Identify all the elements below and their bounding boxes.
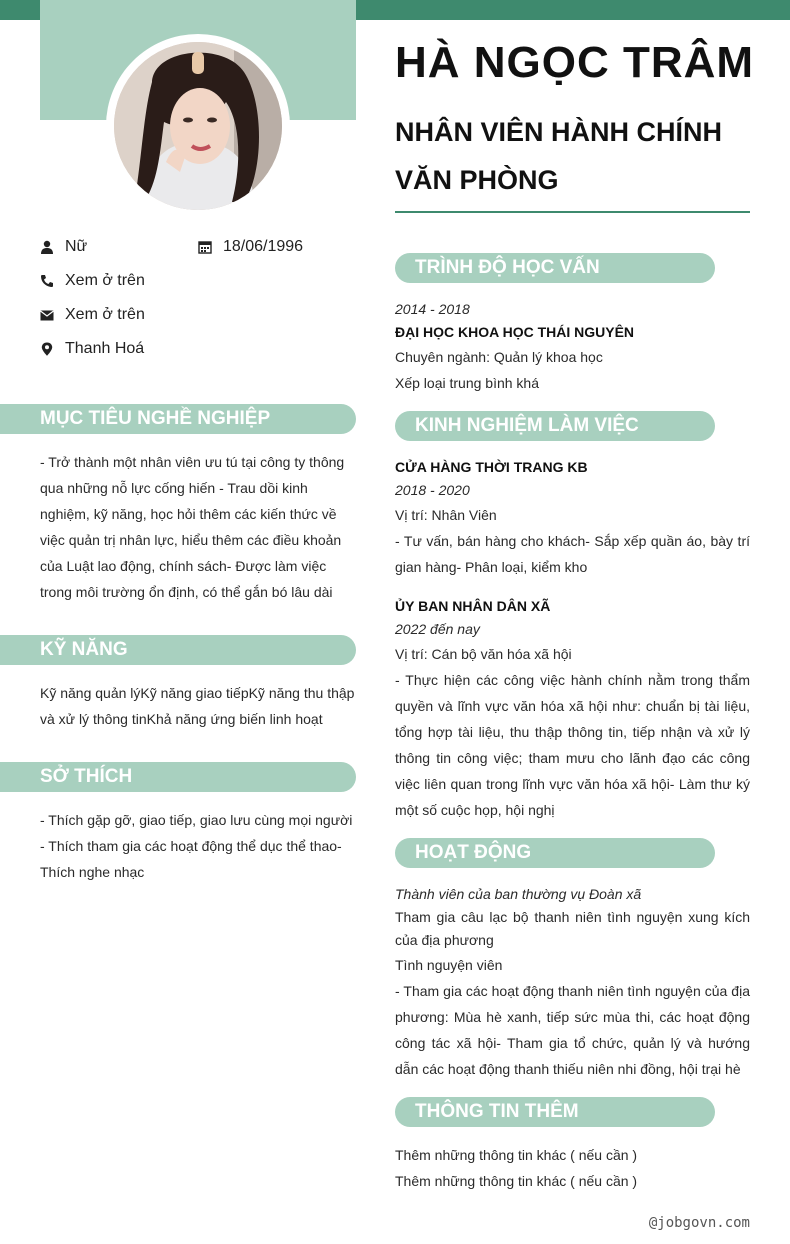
location-info: [40, 340, 144, 358]
job-1-company: CỬA HÀNG THỜI TRANG KB: [395, 459, 588, 475]
gender-info: [40, 238, 87, 256]
experience-heading: KINH NGHIỆM LÀM VIỆC: [415, 415, 639, 436]
location-value: Thanh Hoá: [65, 340, 145, 357]
job-2-company: ỦY BAN NHÂN DÂN XÃ: [395, 598, 551, 614]
education-major: Chuyên ngành: Quản lý khoa học: [395, 349, 603, 365]
job-1-description: - Tư vấn, bán hàng cho khách- Sắp xếp quần áo, bày trí gian hàng- Phân loại, kiểm kho: [395, 533, 750, 575]
footer-watermark: @jobgovn.com: [648, 1215, 750, 1231]
job-title: NHÂN VIÊN HÀNH CHÍNH VĂN PHÒNG: [395, 117, 723, 195]
education-header: [395, 253, 715, 283]
additional-info-heading: THÔNG TIN THÊM: [415, 1101, 579, 1122]
activity-role: Thành viên của ban thường vụ Đoàn xã: [395, 886, 642, 902]
birthdate-value: 18/06/1996: [223, 238, 304, 255]
additional-info-header: [395, 1097, 715, 1127]
email-info: [40, 306, 145, 324]
education-school: ĐẠI HỌC KHOA HỌC THÁI NGUYÊN: [395, 324, 635, 340]
activity-description: - Tham gia các hoạt động thanh niên tình nguyện của địa phương: Mùa hè xanh, tiếp sức mùa thi, các hoạt động công tác xã hội- Tham gia tổ chức, quản lý và hướng dẫn các hoạt động thanh thiếu niên nhi đồng, hội trại hè: [395, 983, 750, 1077]
activity-position: Tình nguyện viên: [395, 957, 503, 973]
email-value: Xem ở trên: [65, 306, 145, 323]
career-objective-text: - Trở thành một nhân viên ưu tú tại công ty thông qua những nỗ lực cống hiến - Trau dồi kinh nghiệm, kỹ năng, học hỏi thêm các kiến thức về việc quản trị nhân lực, hiểu thêm các điều khoản của Luật lao động, chính sách- Được làm việc trong môi trường ổn định, có thể gắn bó lâu dài: [40, 454, 345, 600]
job-2-description: - Thực hiện các công việc hành chính nằm trong thẩm quyền và lĩnh vực văn hóa xã hội như: chuẩn bị tài liệu, tổng hợp tài liệu, thu thập thông tin, tiếp nhận và xử lý thông tin công việc; tham mưu cho lãnh đạo các công việc liên quan trong lĩnh vực văn hóa xã hội- Làm thư ký một số cuộc họp, hội nghị: [395, 672, 750, 818]
education-period: 2014 - 2018: [395, 301, 470, 317]
envelope-icon: [40, 308, 54, 322]
additional-info-line: Thêm những thông tin khác ( nếu cần ): [395, 1173, 638, 1189]
education-grade: Xếp loại trung bình khá: [395, 375, 539, 391]
experience-header: [395, 411, 715, 441]
skills-header: [0, 635, 356, 665]
job-2-period: 2022 đến nay: [395, 621, 480, 637]
activity-organization: Tham gia câu lạc bộ thanh niên tình nguyện xung kích của địa phương: [395, 909, 750, 948]
job-1-period: 2018 - 2020: [395, 482, 470, 498]
skills-text: Kỹ năng quản lýKỹ năng giao tiếpKỹ năng thu thập và xử lý thông tinKhả năng ứng biến linh hoạt: [40, 685, 355, 727]
birthdate-info: [198, 238, 303, 256]
person-icon: [40, 240, 54, 254]
hobbies-header: [0, 762, 356, 792]
hobbies-text: - Thích gặp gỡ, giao tiếp, giao lưu cùng mọi người - Thích tham gia các hoạt động thể dục thể thao- Thích nghe nhạc: [40, 812, 353, 880]
avatar: [114, 42, 282, 210]
calendar-icon: [198, 240, 212, 254]
education-heading: TRÌNH ĐỘ HỌC VẤN: [415, 257, 600, 278]
career-objective-heading: MỤC TIÊU NGHỀ NGHIỆP: [40, 408, 271, 429]
phone-icon: [40, 274, 54, 288]
activities-header: [395, 838, 715, 868]
header-divider: [395, 211, 750, 213]
activities-heading: HOẠT ĐỘNG: [415, 842, 532, 863]
map-pin-icon: [40, 342, 54, 356]
job-1-position: Vị trí: Nhân Viên: [395, 507, 497, 523]
job-2-position: Vị trí: Cán bộ văn hóa xã hội: [395, 646, 572, 662]
career-objective-header: [0, 404, 356, 434]
phone-value: Xem ở trên: [65, 272, 145, 289]
additional-info-line: Thêm những thông tin khác ( nếu cần ): [395, 1147, 638, 1163]
candidate-name: HÀ NGỌC TRÂM: [395, 38, 755, 87]
phone-info: [40, 272, 145, 290]
gender-value: Nữ: [65, 238, 88, 255]
hobbies-heading: SỞ THÍCH: [40, 766, 133, 787]
skills-heading: KỸ NĂNG: [40, 639, 128, 660]
